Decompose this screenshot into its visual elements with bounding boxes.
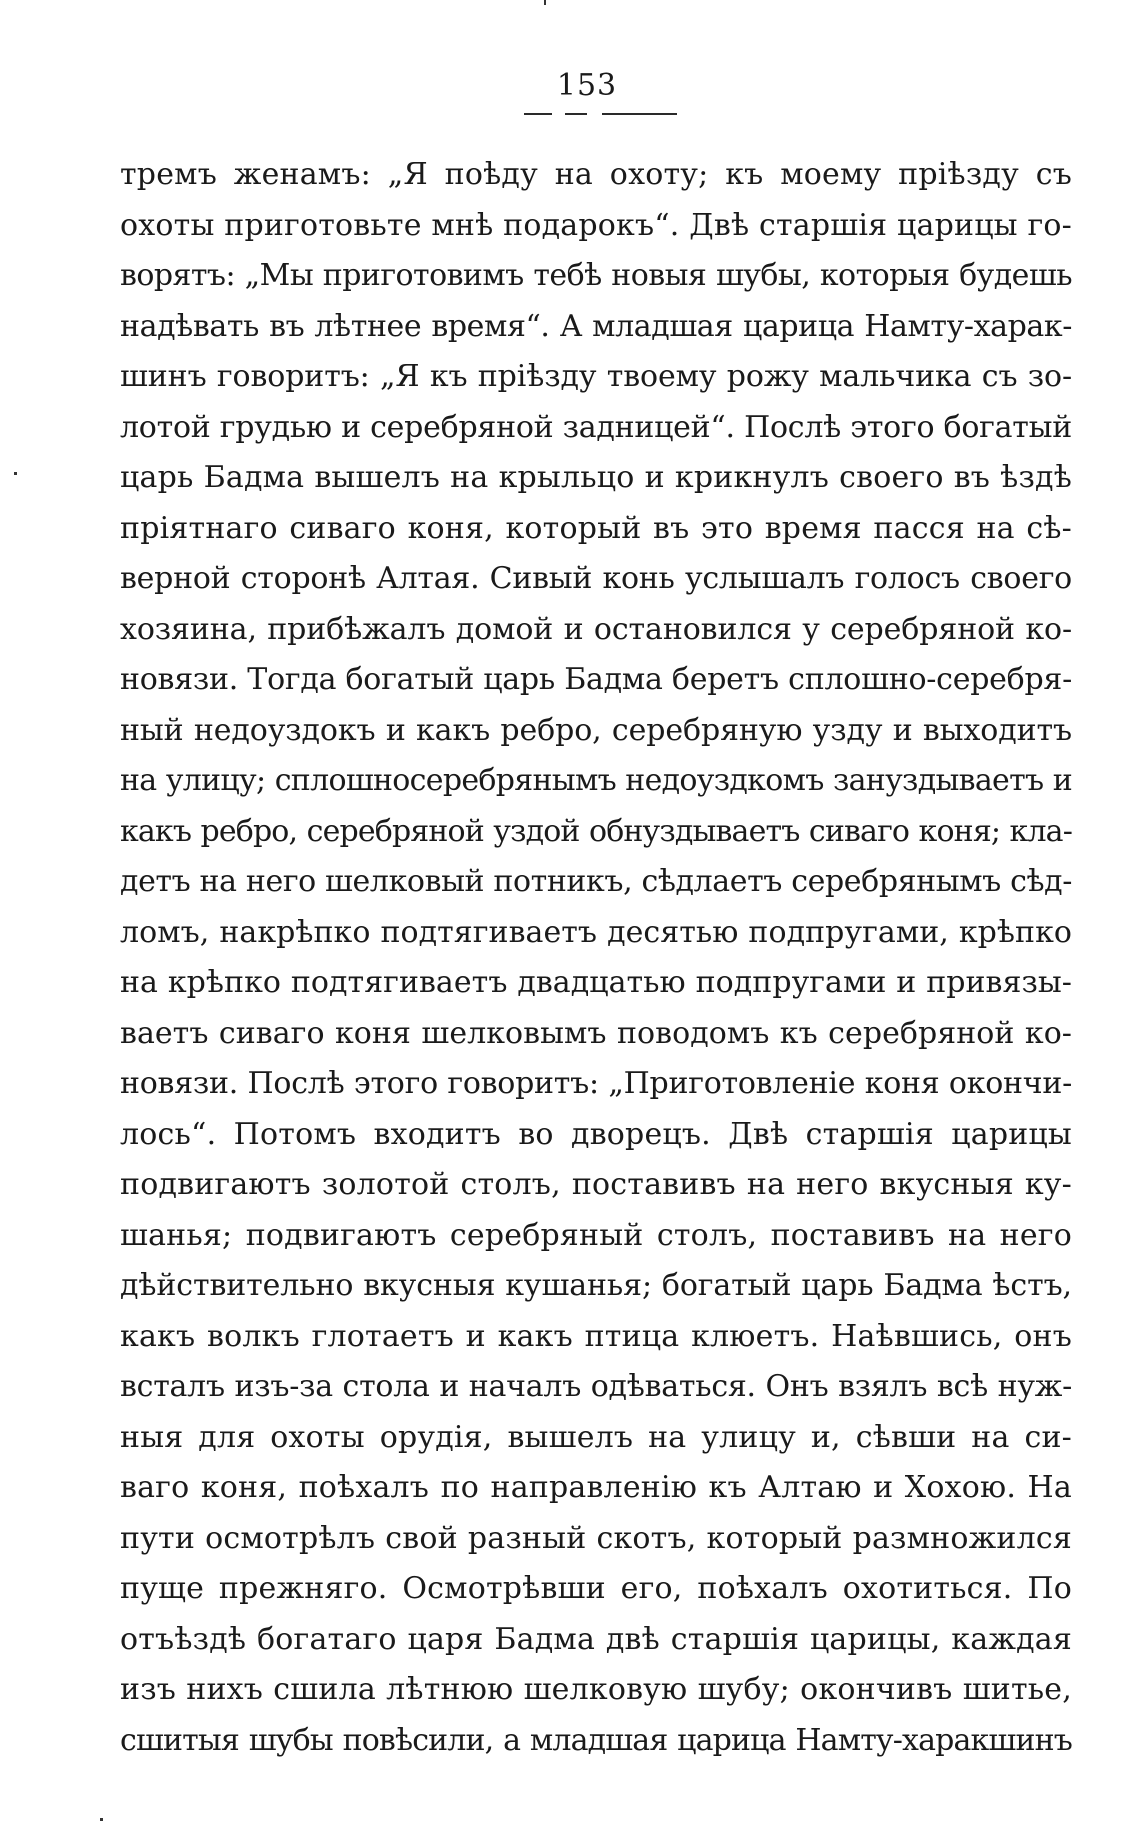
text-line: надѣвать въ лѣтнее время“. А младшая царица Намту-харак- bbox=[120, 308, 1072, 344]
text-line: пріятнаго сиваго коня, который въ это время пасся на сѣ- bbox=[120, 510, 1072, 546]
text-line: тремъ женамъ: „Я поѣду на охоту; къ моему пріѣзду съ bbox=[120, 157, 1072, 192]
text-line: подвигаютъ золотой столъ, поставивъ на него вкусныя ку- bbox=[120, 1167, 1072, 1202]
text-line: детъ на него шелковый потникъ, сѣдлаетъ серебрянымъ сѣд- bbox=[120, 864, 1072, 899]
text-line: шинъ говоритъ: „Я къ пріѣзду твоему рожу мальчика съ зо- bbox=[120, 359, 1072, 394]
text-line: ваетъ сиваго коня шелковымъ поводомъ къ серебряной ко- bbox=[120, 1015, 1072, 1051]
scan-mark-left bbox=[14, 472, 17, 475]
text-line: лотой грудью и серебряной задницей“. Послѣ этого богатый bbox=[120, 409, 1073, 445]
text-line: новязи. Тогда богатый царь Бадма беретъ сплошно-серебря- bbox=[120, 662, 1072, 697]
page-number: 153 bbox=[556, 68, 618, 103]
text-line: сшитыя шубы повѣсили, а младшая царица Намту-харакшинъ bbox=[120, 1722, 1072, 1758]
text-line: ворятъ: „Мы приготовимъ тебѣ новыя шубы, которыя будешь bbox=[120, 258, 1072, 293]
header-rule-segment-3 bbox=[602, 113, 677, 115]
text-line: отъѣздѣ богатаго царя Бадма двѣ старшія царицы, каждая bbox=[120, 1621, 1072, 1657]
text-line: изъ нихъ сшила лѣтнюю шелковую шубу; окончивъ шитье, bbox=[120, 1672, 1072, 1707]
text-line: ломъ, накрѣпко подтягиваетъ десятью подпругами, крѣпко bbox=[120, 914, 1072, 950]
page-header bbox=[0, 68, 1140, 103]
text-line: на крѣпко подтягиваетъ двадцатью подпругами и привязы- bbox=[120, 965, 1072, 1000]
text-line: ныя для охоты орудія, вышелъ на улицу и, сѣвши на си- bbox=[120, 1419, 1072, 1455]
text-line: на улицу; сплошносеребрянымъ недоуздкомъ зануздываетъ и bbox=[120, 763, 1072, 798]
scan-mark-bottom bbox=[100, 1818, 103, 1821]
header-rule-segment-1 bbox=[524, 113, 552, 115]
text-line: хозяина, прибѣжалъ домой и остановился у серебряной ко- bbox=[120, 611, 1072, 647]
text-line: ваго коня, поѣхалъ по направленію къ Алтаю и Хохою. На bbox=[120, 1470, 1072, 1505]
text-line: новязи. Послѣ этого говоритъ: „Приготовленіе коня окончи- bbox=[120, 1066, 1072, 1101]
scan-mark-top bbox=[544, 0, 546, 5]
text-line: царь Бадма вышелъ на крыльцо и крикнулъ своего въ ѣздѣ bbox=[120, 460, 1072, 495]
text-line: какъ ребро, серебряной уздой обнуздываетъ сиваго коня; кла- bbox=[120, 813, 1072, 849]
body-text bbox=[120, 150, 1072, 1766]
text-line: пути осмотрѣлъ свой разный скотъ, который размножился bbox=[120, 1520, 1072, 1556]
text-line: лось“. Потомъ входитъ во дворецъ. Двѣ старшія царицы bbox=[120, 1116, 1072, 1152]
text-line: всталъ изъ-за стола и началъ одѣваться. Онъ взялъ всѣ нуж- bbox=[120, 1369, 1072, 1404]
text-line: шанья; подвигаютъ серебряный столъ, поставивъ на него bbox=[120, 1217, 1072, 1253]
text-line: ный недоуздокъ и какъ ребро, серебряную узду и выходитъ bbox=[120, 712, 1072, 748]
header-rule-segment-2 bbox=[565, 113, 587, 115]
text-line: верной сторонѣ Алтая. Сивый конь услышалъ голосъ своего bbox=[120, 561, 1072, 596]
text-line: пуще прежняго. Осмотрѣвши его, поѣхалъ охотиться. По bbox=[120, 1571, 1072, 1606]
text-line: какъ волкъ глотаетъ и какъ птица клюетъ. Наѣвшись, онъ bbox=[120, 1318, 1072, 1354]
text-line: охоты приготовьте мнѣ подарокъ“. Двѣ старшія царицы го- bbox=[120, 207, 1073, 243]
text-line: дѣйствительно вкусныя кушанья; богатый царь Бадма ѣстъ, bbox=[120, 1268, 1072, 1303]
